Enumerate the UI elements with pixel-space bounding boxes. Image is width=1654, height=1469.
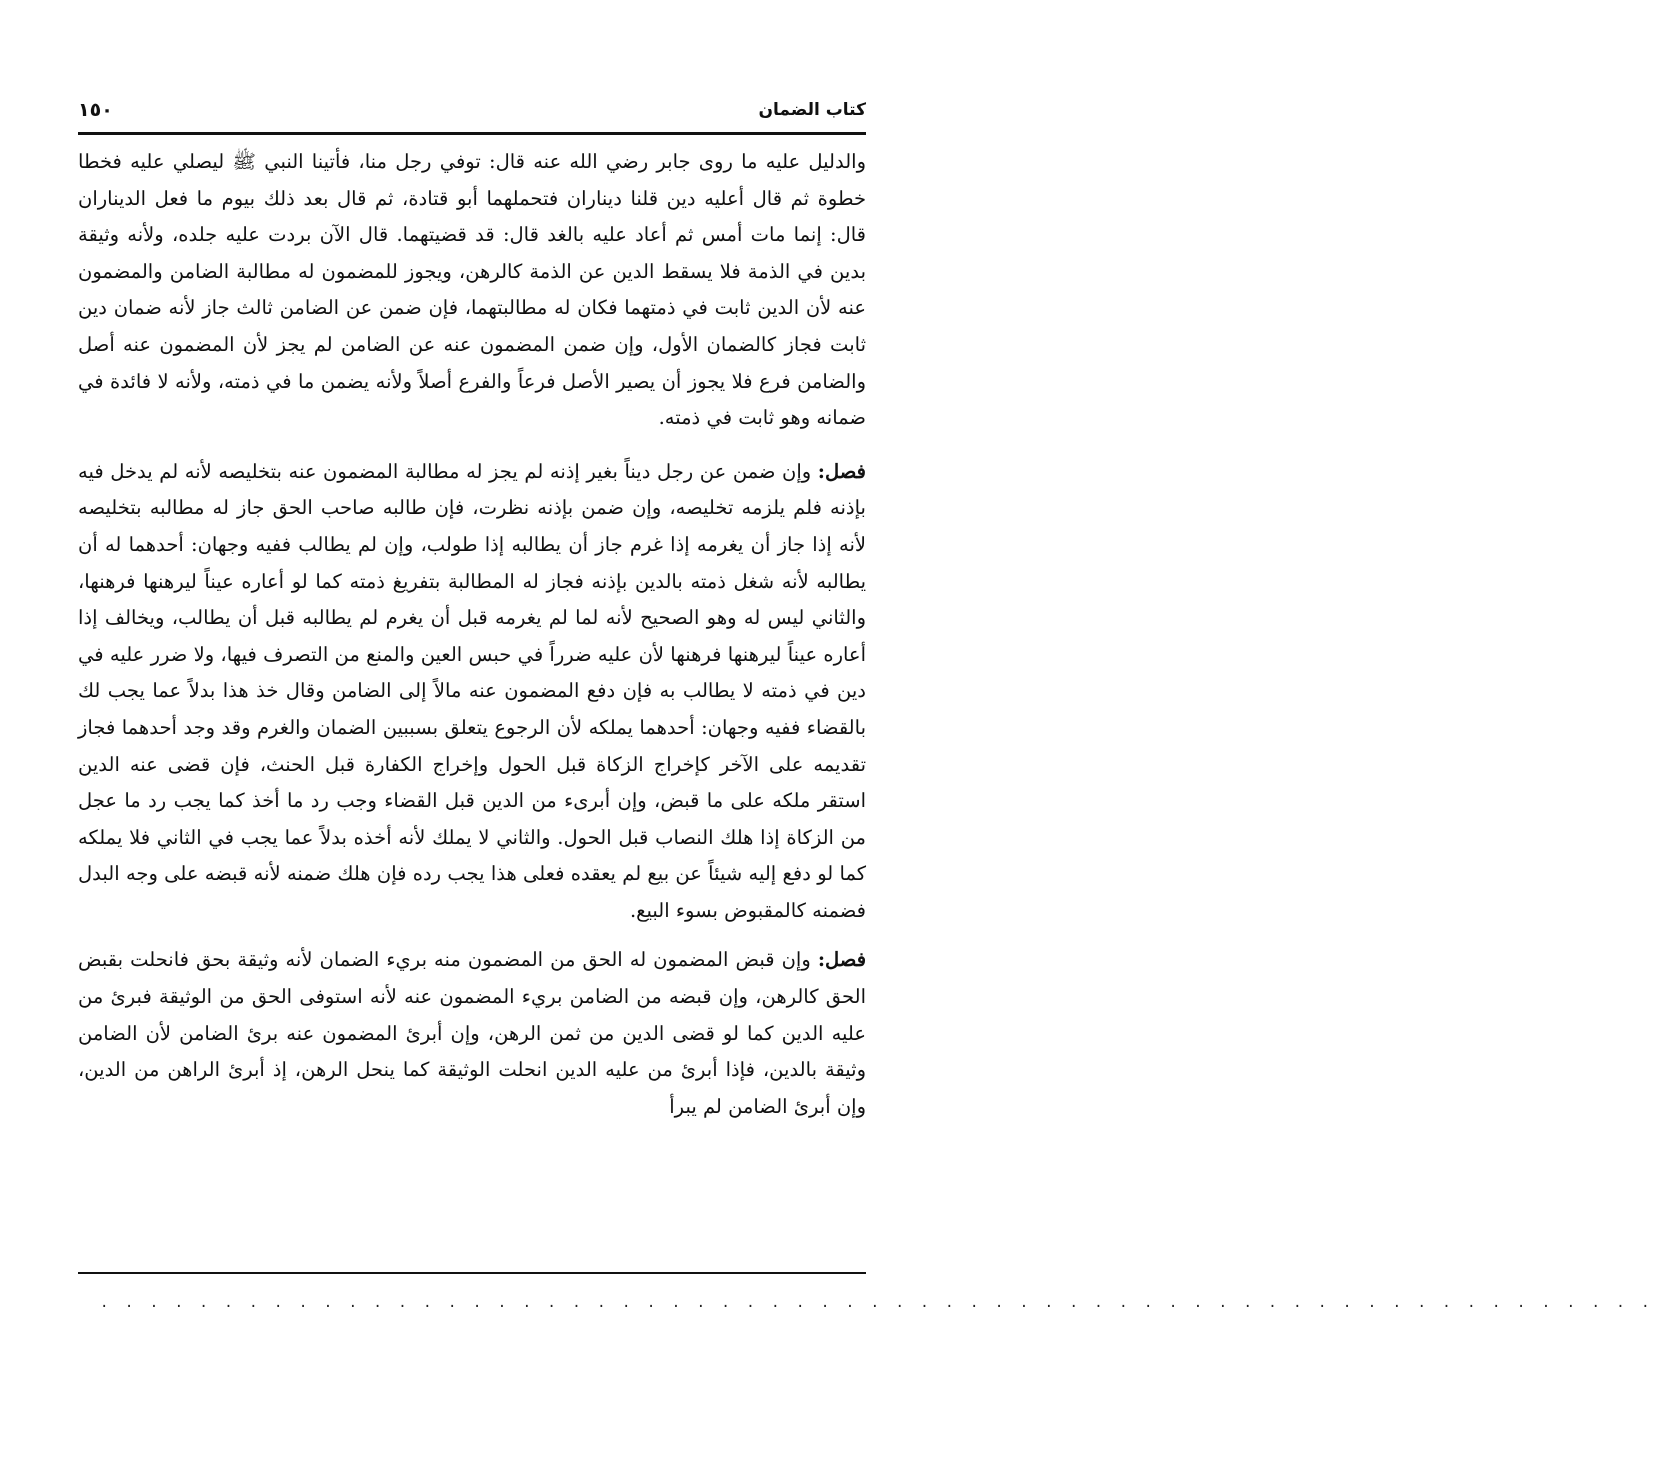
paragraph-1 xyxy=(78,144,866,437)
footnote-rule xyxy=(78,1272,866,1274)
page-header xyxy=(78,92,866,128)
footnote-dotted-line: . . . . . . . . . . . . . . . . . . . . . . . . . . . . . . . . . . . . . . . . . . . . . . . . . . . . . . . . . . . . . . . xyxy=(100,1295,1654,1311)
section-label: فصل: xyxy=(817,459,866,483)
main-text xyxy=(78,144,866,1125)
paragraph-3 xyxy=(78,942,866,1125)
section-label: فصل: xyxy=(817,948,867,972)
paragraph-1-text: والدليل عليه ما روى جابر رضي الله عنه قال: توفي رجل منا، فأتينا النبي ﷺ ليصلي عليه فخطا خطوة ثم قال أعليه دين قلنا ديناران فتحملهما أبو قتادة، ثم قال بعد ذلك بيوم ما فعل الديناران قال: إنما مات أمس ثم أعاد عليه بالغد قال: قد قضيتهما. قال الآن بردت عليه جلده، ولأنه وثيقة بدين في الذمة فلا يسقط الدين عن الذمة كالرهن، ويجوز للمضمون له مطالبة الضامن والمضمون عنه لأن الدين ثابت في ذمتهما فكان له مطالبتهما، فإن ضمن عن الضامن ثالث جاز لأنه ضمان دين ثابت فجاز كالضمان الأول، وإن ضمن المضمون عنه عن الضامن لم يجز لأن المضمون عنه أصل والضامن فرع فلا يجوز أن يصير الأصل فرعاً والفرع أصلاً ولأنه يضمن ما في ذمته، ولأنه لا فائدة في ضمانه وهو ثابت في ذمته. xyxy=(78,150,866,430)
paragraph-2 xyxy=(78,454,866,930)
page-number: ١٥٠ xyxy=(78,99,113,121)
paragraph-2-text: وإن ضمن عن رجل ديناً بغير إذنه لم يجز له مطالبة المضمون عنه بتخليصه لأنه لم يدخل فيه بإذنه فلم يلزمه تخليصه، وإن ضمن بإذنه نظرت، فإن طالبه صاحب الحق جاز له مطالبه بتخليصه لأنه إذا جاز أن يغرمه إذا غرم جاز أن يطالبه إذا طولب، وإن لم يطالب ففيه وجهان: أحدهما له أن يطالبه لأنه شغل ذمته بالدين بإذنه فجاز له المطالبة بتفريغ ذمته كما لو أعاره عيناً ليرهنها فرهنها، والثاني ليس له وهو الصحيح لأنه لما لم يغرمه قبل أن يغرم لم يطالبه قبل أن يطالب، ويخالف إذا أعاره عيناً ليرهنها فرهنها لأن عليه ضرراً في حبس العين والمنع من التصرف فيها، ولا ضرر عليه في دين في ذمته لا يطالب به فإن دفع المضمون عنه مالاً إلى الضامن وقال خذ هذا بدلاً عما يجب لك بالقضاء ففيه وجهان: أحدهما يملكه لأن الرجوع يتعلق بسببين الضمان والغرم وقد وجد أحدهما فجاز تقديمه على الآخر كإخراج الزكاة قبل الحول وإخراج الكفارة قبل الحنث، فإن قضى عنه الدين استقر ملكه على ما قبض، وإن أبرىء من الدين قبل القضاء وجب رد ما أخذ كما يجب رد ما عجل من الزكاة إذا هلك النصاب قبل الحول. والثاني لا يملك لأنه أخذه بدلاً عما يجب في الثاني فلا يملكه كما لو دفع إليه شيئاً عن بيع لم يعقده فعلى هذا يجب رده فإن هلك ضمنه لأنه قبضه على وجه البدل فضمنه كالمقبوض بسوء البيع. xyxy=(78,459,866,922)
paragraph-3-text: وإن قبض المضمون له الحق من المضمون منه بريء الضمان لأنه وثيقة بحق فانحلت بقبض الحق كالرهن، وإن قبضه من الضامن بريء المضمون عنه لأنه استوفى الحق من الوثيقة فبرئ من عليه الدين كما لو قضى الدين من ثمن الرهن، وإن أبرئ المضمون عنه برئ الضامن لأن الضامن وثيقة بالدين، فإذا أبرئ من عليه الدين انحلت الوثيقة كما ينحل الرهن، إذ أبرئ الراهن من الدين، وإن أبرئ الضامن لم يبرأ xyxy=(78,948,866,1118)
running-title: كتاب الضمان xyxy=(758,100,866,120)
header-rule xyxy=(78,132,866,135)
